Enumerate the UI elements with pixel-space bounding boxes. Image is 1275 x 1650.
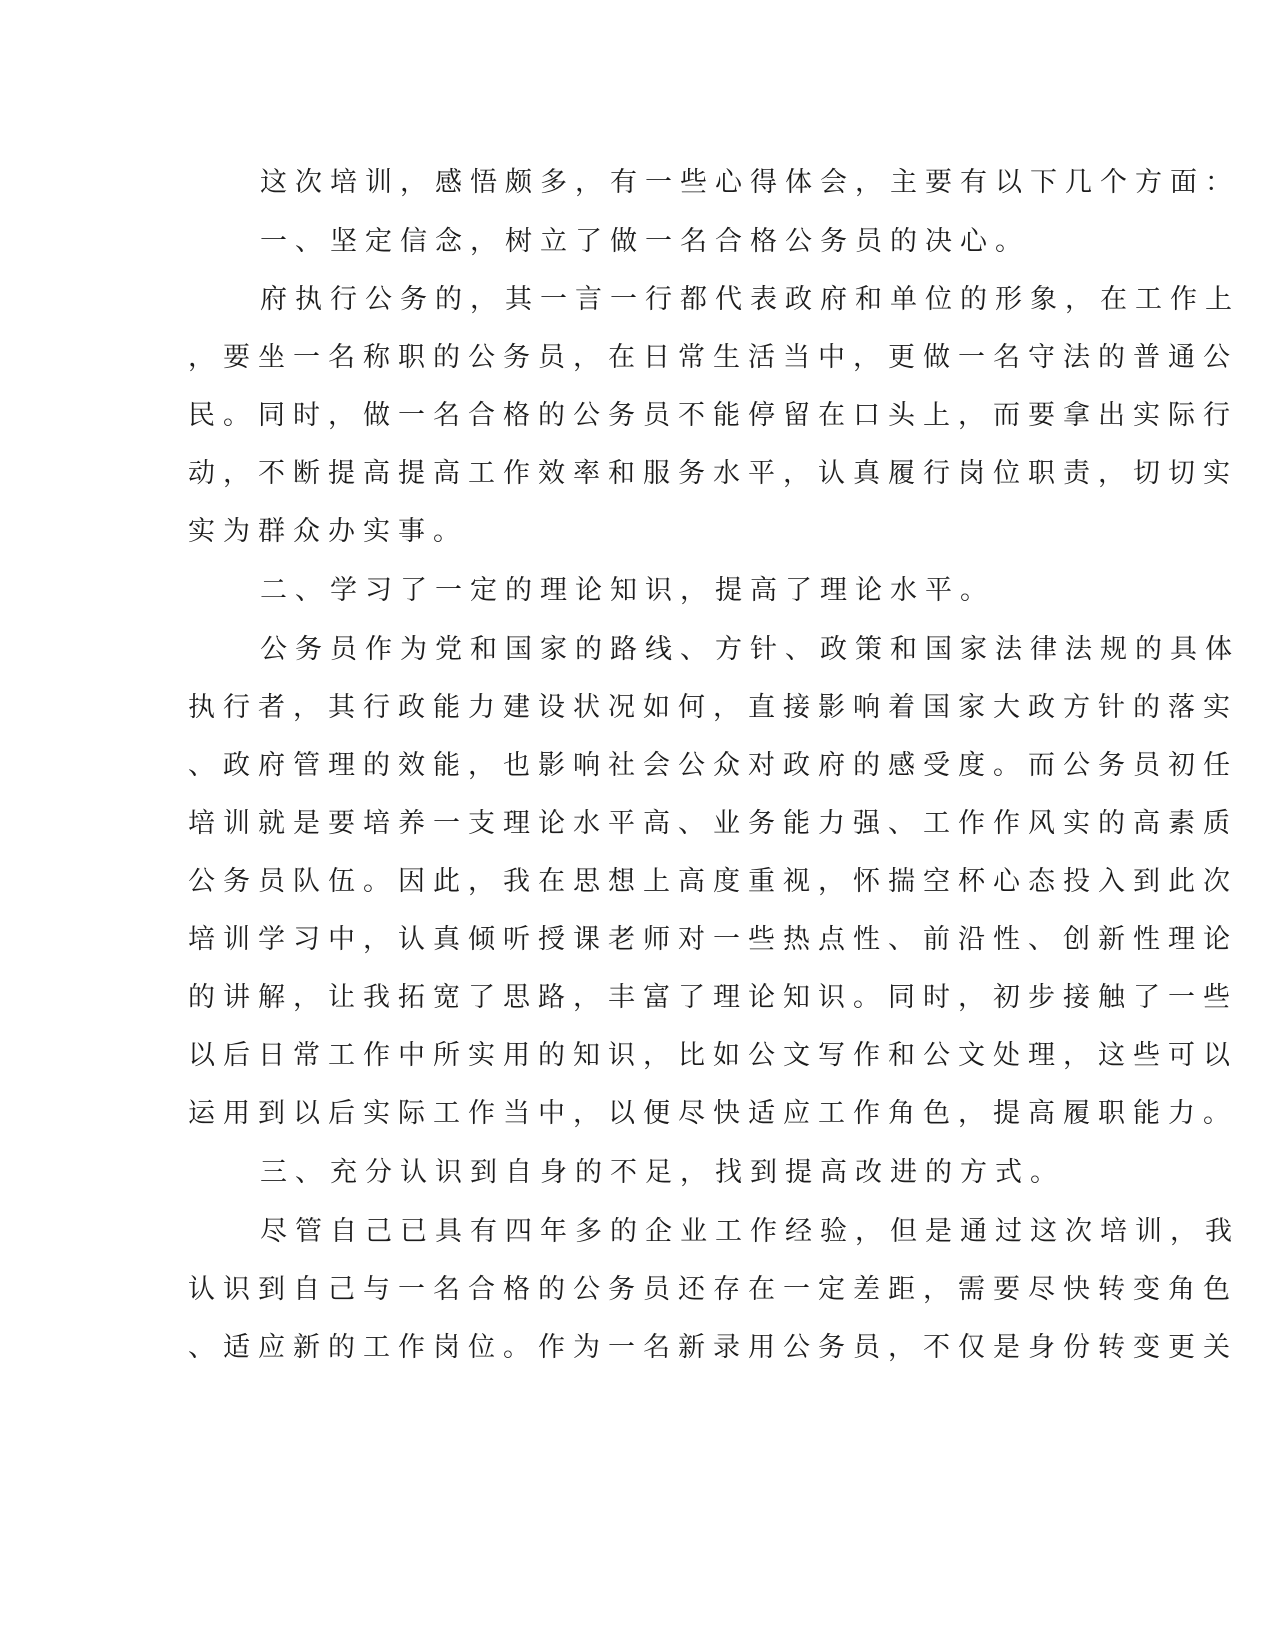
- paragraph-line: 、适应新的工作岗位。作为一名新录用公务员，不仅是身份转变更关: [188, 1332, 1238, 1363]
- paragraph-line: ，要坐一名称职的公务员，在日常生活当中，更做一名守法的普通公: [188, 342, 1238, 373]
- paragraph-line: 民。同时，做一名合格的公务员不能停留在口头上，而要拿出实际行: [188, 400, 1238, 431]
- paragraph-line: 实为群众办实事。: [188, 516, 468, 547]
- paragraph-line: 执行者，其行政能力建设状况如何，直接影响着国家大政方针的落实: [188, 692, 1238, 723]
- paragraph-line: 培训学习中，认真倾听授课老师对一些热点性、前沿性、创新性理论: [188, 924, 1238, 955]
- section-heading-1: 一、坚定信念，树立了做一名合格公务员的决心。: [260, 226, 1030, 257]
- section-heading-2: 二、学习了一定的理论知识，提高了理论水平。: [260, 575, 995, 606]
- paragraph-line: 府执行公务的，其一言一行都代表政府和单位的形象，在工作上: [260, 284, 1240, 315]
- paragraph-line: 培训就是要培养一支理论水平高、业务能力强、工作作风实的高素质: [188, 808, 1238, 839]
- paragraph-line: 公务员队伍。因此，我在思想上高度重视，怀揣空杯心态投入到此次: [188, 866, 1238, 897]
- paragraph-intro: 这次培训，感悟颇多，有一些心得体会，主要有以下几个方面：: [260, 167, 1240, 198]
- paragraph-line: 以后日常工作中所实用的知识，比如公文写作和公文处理，这些可以: [188, 1040, 1238, 1071]
- section-heading-3: 三、充分认识到自身的不足，找到提高改进的方式。: [260, 1157, 1065, 1188]
- paragraph-line: 运用到以后实际工作当中，以便尽快适应工作角色，提高履职能力。: [188, 1098, 1238, 1129]
- paragraph-line: 认识到自己与一名合格的公务员还存在一定差距，需要尽快转变角色: [188, 1274, 1238, 1305]
- paragraph-line: 动，不断提高提高工作效率和服务水平，认真履行岗位职责，切切实: [188, 458, 1238, 489]
- paragraph-line: 的讲解，让我拓宽了思路，丰富了理论知识。同时，初步接触了一些: [188, 982, 1238, 1013]
- paragraph-line: 尽管自己已具有四年多的企业工作经验，但是通过这次培训，我: [260, 1216, 1240, 1247]
- paragraph-line: 公务员作为党和国家的路线、方针、政策和国家法律法规的具体: [260, 634, 1240, 665]
- paragraph-line: 、政府管理的效能，也影响社会公众对政府的感受度。而公务员初任: [188, 750, 1238, 781]
